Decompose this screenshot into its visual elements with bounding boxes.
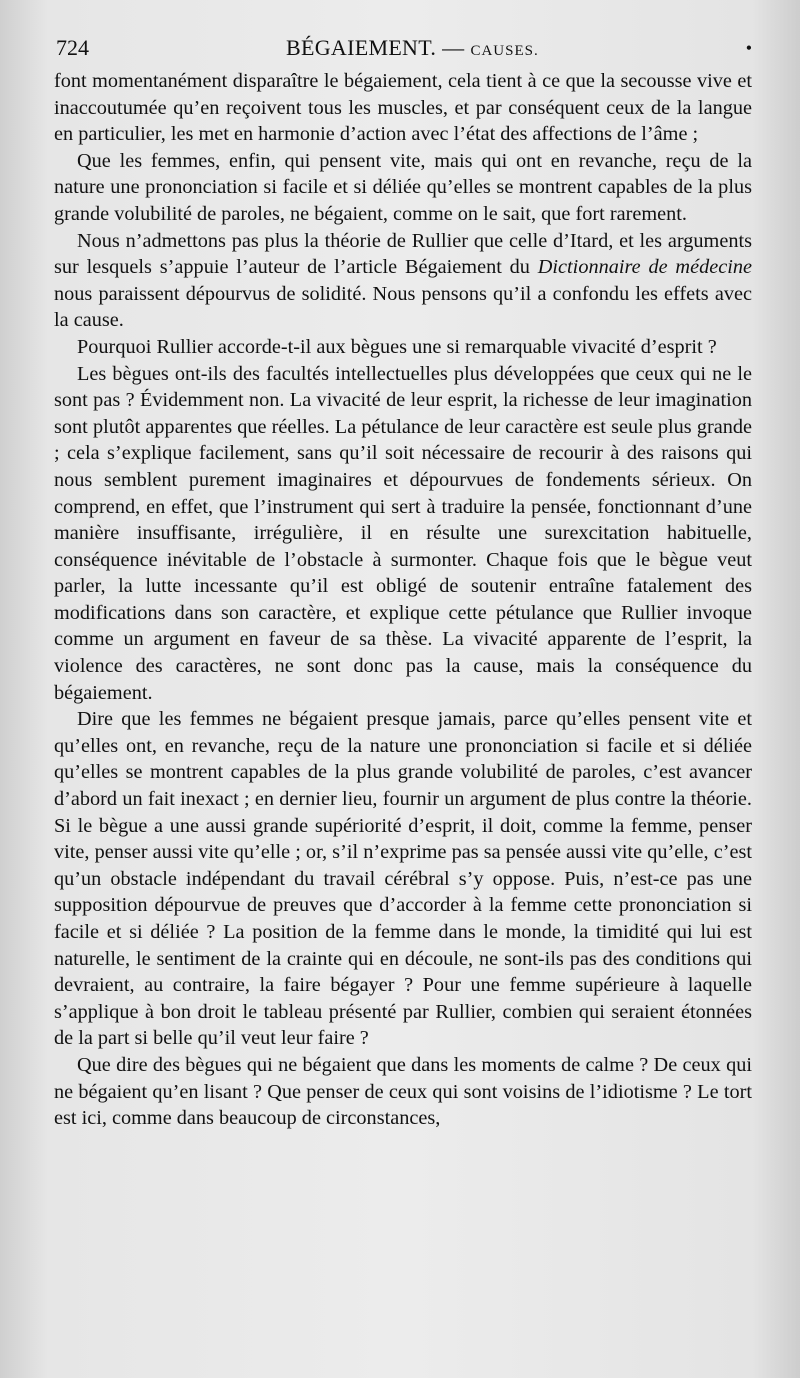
header-dash: — (442, 35, 465, 60)
header-dot-mark: • (745, 38, 752, 58)
paragraph-text: Que les femmes, enfin, qui pensent vite, mais qui ont en revanche, reçu de la nature une prononciation si facile et si déliée qu’elles se montrent capables de la plus grande volubilité de paroles, ne bégaient, comme on le sait, que fort rarement. (54, 149, 752, 225)
paragraph-text: Nous n’admettons pas plus la théorie de Rullier que celle d’Itard, et les arguments sur lesquels s’appuie l’auteur de l’article Bégaiement du (54, 229, 752, 279)
paragraph-text: Pourquoi Rullier accorde-t-il aux bègues une si remarquable vivacité d’esprit ? (77, 335, 717, 358)
header-title-main: BÉGAIEMENT. (286, 35, 437, 60)
paragraph (54, 361, 752, 707)
body-text (54, 68, 752, 1132)
paragraph (54, 148, 752, 228)
paragraph (54, 228, 752, 334)
paragraph-text: nous paraissent dépourvus de solidité. Nous pensons qu’il a confondu les effets avec la cause. (54, 282, 752, 332)
paragraph-text: font momentanément disparaître le bégaiement, cela tient à ce que la secousse vive et inaccoutumée qu’en reçoivent tous les muscles, et par conséquent ceux de la langue en particulier, les met en harmonie d’action avec l’état des affections de l’âme ; (54, 70, 752, 146)
running-head (54, 28, 752, 68)
paragraph (54, 1052, 752, 1132)
paragraph (54, 706, 752, 1052)
paragraph-text: Dire que les femmes ne bégaient presque jamais, parce qu’elles pensent vite et qu’elles ont, en revanche, reçu de la nature une prononciation si facile et si déliée qu’elles se montrent capables de la plus grande volubilité de paroles, c’est avancer d’abord un fait inexact ; en dernier lieu, fournir un argument de plus contre la théorie. Si le bègue a une aussi grande supériorité d’esprit, il doit, comme la femme, penser vite, penser aussi vite qu’elle ; or, s’il n’exprime pas sa pensée aussi vite qu’elle, c’est qu’un obstacle indépendant du travail cérébral s’y oppose. Puis, n’est-ce pas une supposition dépourvue de preuves que d’accorder à la femme cette prononciation si facile et si déliée ? La position de la femme dans le monde, la timidité qui lui est naturelle, le sentiment de la crainte qui en découle, ne sont-ils pas des conditions qui devraient, au contraire, la faire bégayer ? Pour une femme supérieure à laquelle s’applique à bon droit le tableau présenté par Rullier, combien qui seraient étonnées de la part si belle qu’il veut leur faire ? (54, 708, 752, 1050)
paragraph-text: Les bègues ont-ils des facultés intellectuelles plus développées que ceux qui ne le sont pas ? Évidemment non. La vivacité de leur esprit, la richesse de leur imagination sont plutôt apparentes que réelles. La pétulance de leur caractère est seule plus grande ; cela s’explique facilement, sans qu’il soit nécessaire de recourir à des raisons qui nous semblent purement imaginaires et dépourvues de fondements sérieux. On comprend, en effet, que l’instrument qui sert à traduire la pensée, fonctionnant d’une manière insuffisante, irrégulière, il en résulte une surexcitation habituelle, conséquence inévitable de l’obstacle à surmonter. Chaque fois que le bègue veut parler, la lutte incessante qu’il est obligé de soutenir entraîne fatalement des modifications dans son caractère, et explique cette pétulance que Rullier invoque comme un argument en faveur de sa thèse. La vivacité apparente de l’esprit, la violence des caractères, ne sont donc pas la cause, mais la conséquence du bégaiement. (54, 362, 752, 704)
paragraph-text: Que dire des bègues qui ne bégaient que dans les moments de calme ? De ceux qui ne bégaient qu’en lisant ? Que penser de ceux qui sont voisins de l’idiotisme ? Le tort est ici, comme dans beaucoup de circonstances, (54, 1053, 752, 1130)
paragraph (54, 334, 752, 361)
paragraph (54, 68, 752, 148)
page-number: 724 (56, 35, 89, 60)
header-title (286, 28, 539, 71)
italic-title: Dictionnaire de médecine (537, 256, 753, 279)
header-section: CAUSES. (470, 43, 539, 59)
